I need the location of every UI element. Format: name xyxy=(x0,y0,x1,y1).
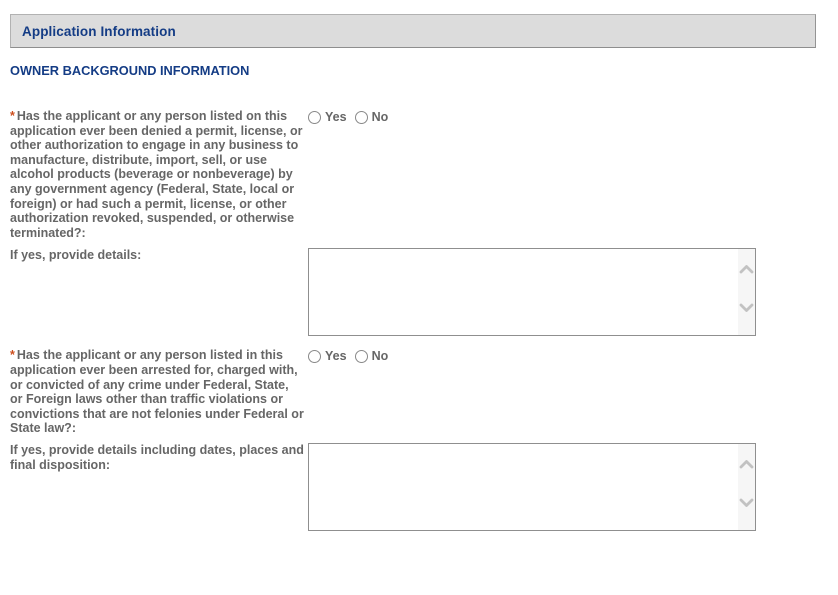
radio-yes-label: Yes xyxy=(325,110,347,124)
question-2-radio-no[interactable] xyxy=(355,349,389,363)
radio-button-icon[interactable] xyxy=(308,111,321,124)
details-row-1 xyxy=(10,248,838,336)
question-2-text: Has the applicant or any person listed in this application ever been arrested for, charged with, or convicted of any crime under Federal, State, or Foreign laws other than traffic violations or convictions that are not felonies under Federal or State law?: xyxy=(10,348,304,436)
question-1-radio-group xyxy=(308,110,388,124)
details-row-2 xyxy=(10,443,838,531)
owner-background-form xyxy=(10,109,838,531)
scroll-down-icon[interactable] xyxy=(739,303,754,313)
details-2-input[interactable] xyxy=(309,444,738,530)
question-2-radio-group xyxy=(308,349,388,363)
section-header xyxy=(10,14,816,48)
page-subheading: OWNER BACKGROUND INFORMATION xyxy=(10,63,250,78)
details-2-label: If yes, provide details including dates, places and final disposition: xyxy=(10,442,304,472)
radio-no-label: No xyxy=(371,349,389,364)
details-2-textarea-box xyxy=(308,443,756,531)
question-1-radio-yes[interactable] xyxy=(308,110,347,124)
question-row-2 xyxy=(10,348,838,436)
required-marker: * xyxy=(10,109,15,123)
details-2-scrollbar[interactable] xyxy=(738,444,755,530)
question-2-radio-yes[interactable] xyxy=(308,349,347,363)
question-2-label xyxy=(10,348,308,436)
radio-no-label: No xyxy=(371,110,389,124)
details-1-input[interactable] xyxy=(309,249,738,335)
radio-yes-label: Yes xyxy=(325,349,347,364)
radio-button-icon[interactable] xyxy=(355,350,368,363)
radio-button-icon[interactable] xyxy=(308,350,321,363)
details-1-label: If yes, provide details: xyxy=(10,248,142,263)
scroll-up-icon[interactable] xyxy=(739,264,754,274)
scroll-down-icon[interactable] xyxy=(739,498,754,508)
question-1-text: Has the applicant or any person listed on this application ever been denied a permit, license, or other authorization to engage in any business to manufacture, distribute, import, sell, or use alcohol products (beverage or nonbeverage) by any government agency (Federal, State, local or foreign) or had such a permit, license, or other authorization revoked, suspended, or otherwise terminated?: xyxy=(10,109,303,240)
section-header-title: Application Information xyxy=(22,23,176,39)
question-row-1 xyxy=(10,109,838,240)
question-1-radio-no[interactable] xyxy=(355,110,389,124)
scroll-up-icon[interactable] xyxy=(739,459,754,469)
required-marker: * xyxy=(10,348,15,363)
radio-button-icon[interactable] xyxy=(355,111,368,124)
question-1-label xyxy=(10,109,308,240)
details-1-scrollbar[interactable] xyxy=(738,249,755,335)
details-1-textarea-box xyxy=(308,248,756,336)
